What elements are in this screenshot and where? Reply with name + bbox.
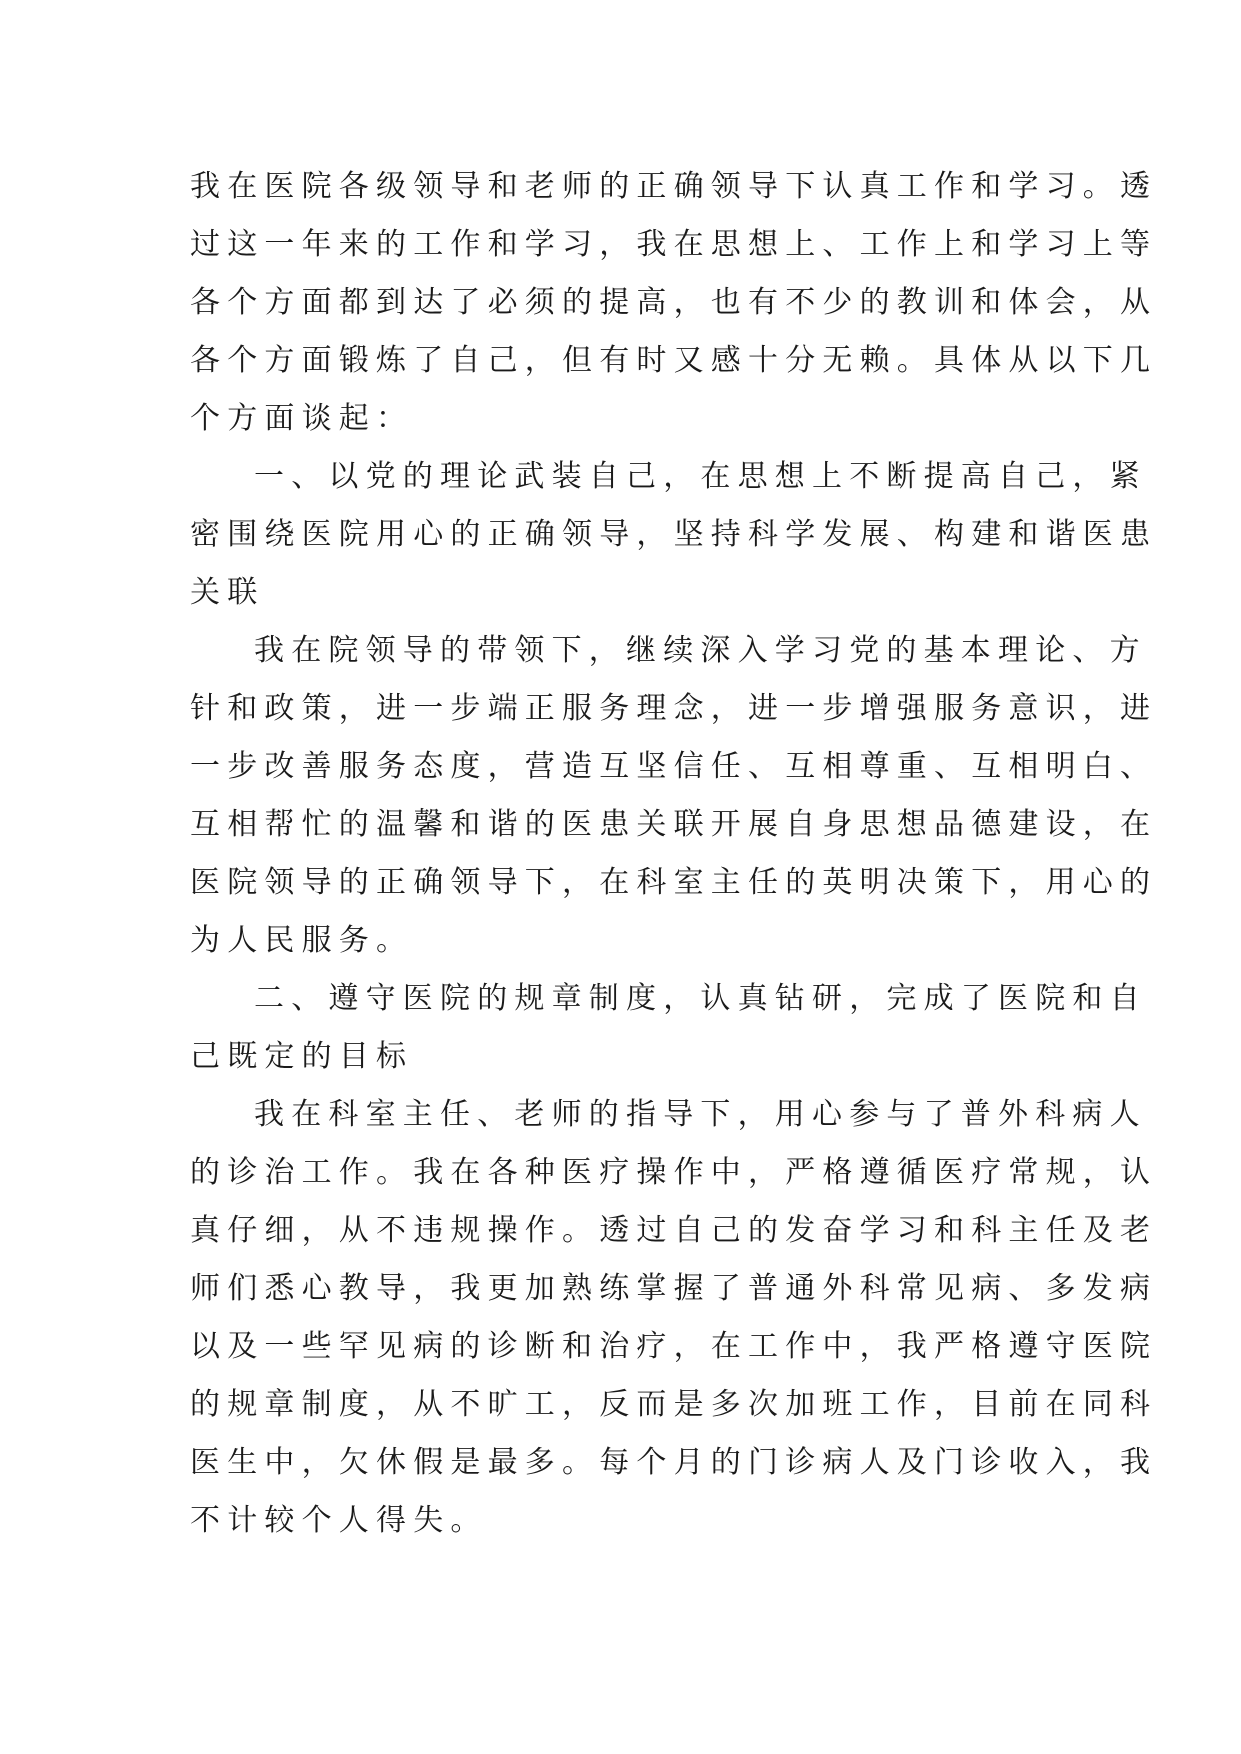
text-line: 各个方面锻炼了自己，但有时又感十分无赖。具体从以下几 bbox=[190, 343, 1158, 378]
text-line: 针和政策，进一步端正服务理念，进一步增强服务意识，进 bbox=[190, 691, 1158, 726]
text-line: 我在科室主任、老师的指导下，用心参与了普外科病人 bbox=[254, 1097, 1147, 1132]
text-line: 互相帮忙的温馨和谐的医患关联开展自身思想品德建设，在 bbox=[190, 807, 1158, 842]
text-line: 过这一年来的工作和学习，我在思想上、工作上和学习上等 bbox=[190, 227, 1158, 262]
text-line: 我在医院各级领导和老师的正确领导下认真工作和学习。透 bbox=[190, 169, 1158, 204]
text-line: 不计较个人得失。 bbox=[190, 1503, 488, 1538]
text-line: 一步改善服务态度，营造互坚信任、互相尊重、互相明白、 bbox=[190, 749, 1158, 784]
section-heading-line: 一、以党的理论武装自己，在思想上不断提高自己，紧 bbox=[254, 459, 1147, 494]
text-line: 师们悉心教导，我更加熟练掌握了普通外科常见病、多发病 bbox=[190, 1271, 1158, 1306]
section-heading-line: 关联 bbox=[190, 575, 265, 610]
document-body bbox=[190, 158, 1158, 1550]
text-line: 真仔细，从不违规操作。透过自己的发奋学习和科主任及老 bbox=[190, 1213, 1158, 1248]
text-line: 各个方面都到达了必须的提高，也有不少的教训和体会，从 bbox=[190, 285, 1158, 320]
text-line: 个方面谈起： bbox=[190, 401, 414, 436]
text-line: 医院领导的正确领导下，在科室主任的英明决策下，用心的 bbox=[190, 865, 1158, 900]
text-line: 我在院领导的带领下，继续深入学习党的基本理论、方 bbox=[254, 633, 1147, 668]
section-heading-line: 己既定的目标 bbox=[190, 1039, 414, 1074]
section-heading-line: 密围绕医院用心的正确领导，坚持科学发展、构建和谐医患 bbox=[190, 517, 1158, 552]
section-heading-line: 二、遵守医院的规章制度，认真钻研，完成了医院和自 bbox=[254, 981, 1147, 1016]
text-line: 以及一些罕见病的诊断和治疗，在工作中，我严格遵守医院 bbox=[190, 1329, 1158, 1364]
text-line: 的诊治工作。我在各种医疗操作中，严格遵循医疗常规，认 bbox=[190, 1155, 1158, 1190]
text-line: 为人民服务。 bbox=[190, 923, 414, 958]
text-line: 的规章制度，从不旷工，反而是多次加班工作，目前在同科 bbox=[190, 1387, 1158, 1422]
text-line: 医生中，欠休假是最多。每个月的门诊病人及门诊收入，我 bbox=[190, 1445, 1158, 1480]
